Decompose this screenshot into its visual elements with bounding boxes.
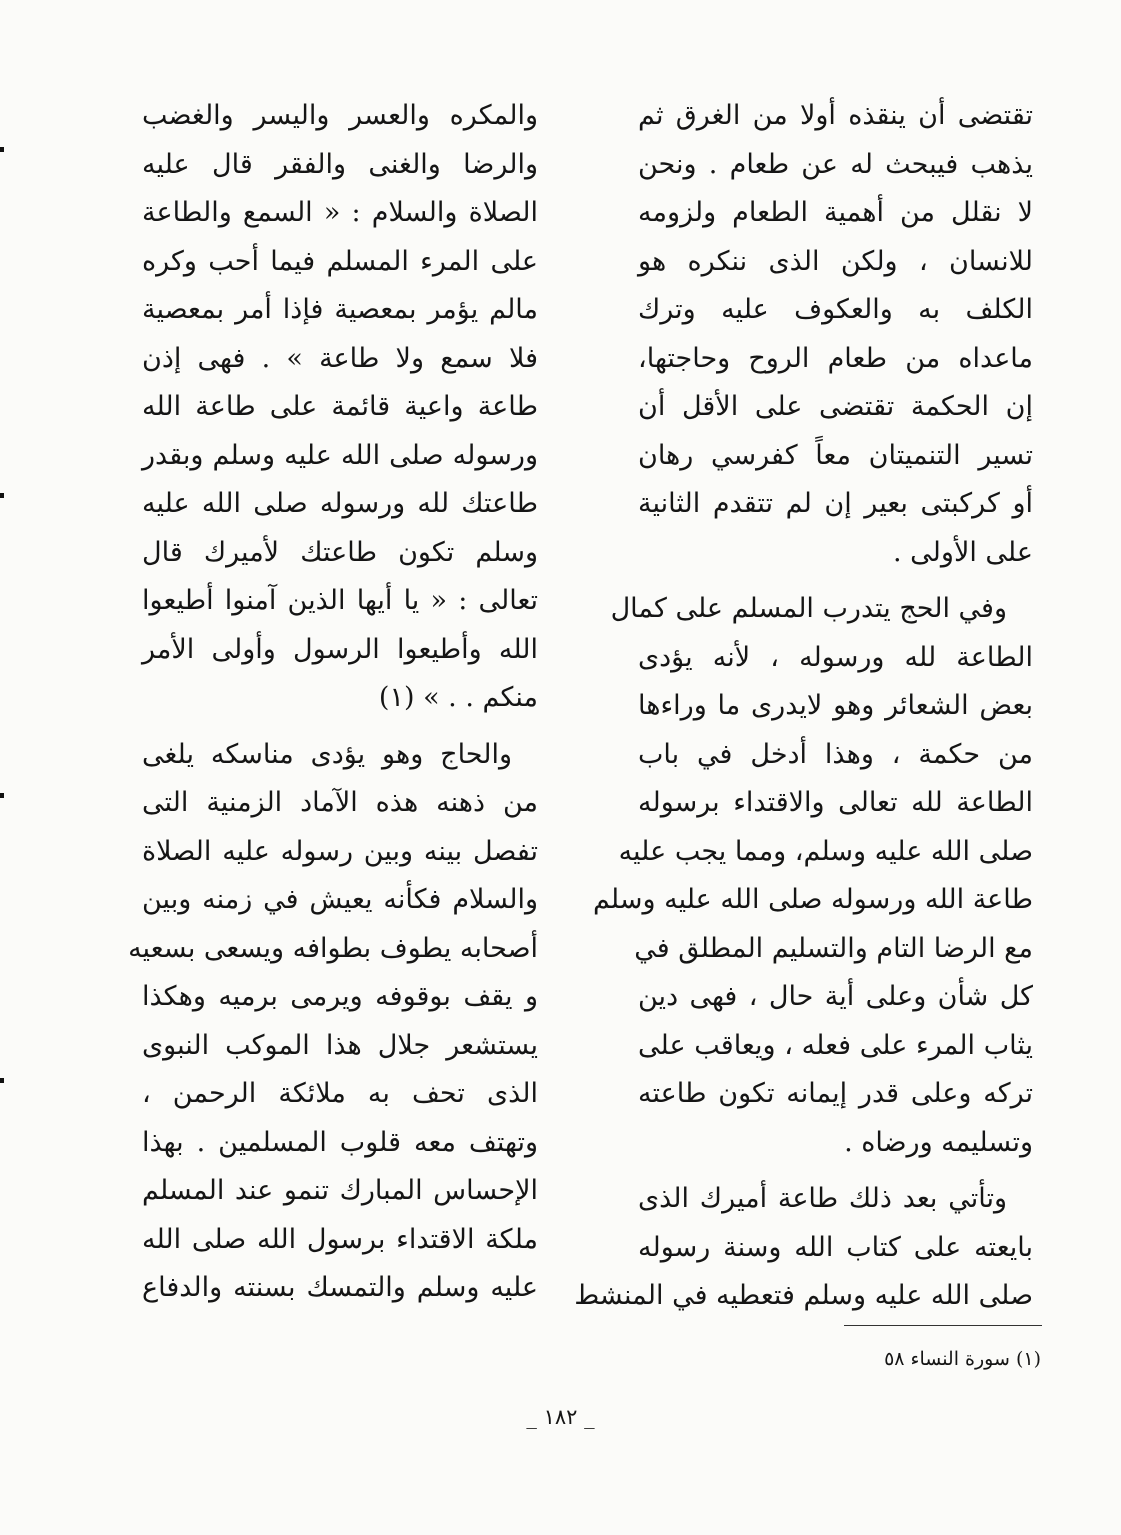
text-line: للانسان ، ولكن الذى ننكره هو	[638, 245, 1033, 277]
text-line: الإحساس المبارك تنمو عند المسلم	[142, 1175, 538, 1206]
text-line: الذى تحف به ملائكة الرحمن ،	[142, 1078, 538, 1109]
text-line: يذهب فيبحث له عن طعام . ونحن	[638, 148, 1033, 180]
text-line: إن الحكمة تقتضى على الأقل أن	[638, 391, 1033, 422]
text-line: وسلم تكون طاعتك لأميرك قال	[142, 536, 538, 568]
text-line: طاعة واعية قائمة على طاعة الله	[142, 391, 538, 422]
text-line: تعالى : « يا أيها الذين آمنوا أطيعوا	[142, 585, 538, 616]
paragraph	[592, 585, 1033, 1167]
text-line: من حكمة ، وهذا أدخل في باب	[638, 738, 1033, 770]
text-line: تسير التنميتان معاً كفرسي رهان	[638, 439, 1033, 471]
scan-mark	[0, 147, 4, 152]
text-line: صلى الله عليه وسلم، ومما يجب عليه	[618, 835, 1033, 867]
scan-mark	[0, 493, 4, 498]
paragraph	[574, 1175, 1033, 1321]
paragraph	[142, 92, 538, 723]
text-line: طاعة الله ورسوله صلى الله عليه وسلم	[592, 884, 1033, 915]
left-text-column	[128, 92, 538, 1321]
text-line: فلا سمع ولا طاعة » . فهى إذن	[142, 342, 538, 374]
right-text-column	[574, 92, 1033, 1329]
text-line: يستشعر جلال هذا الموكب النبوى	[142, 1029, 538, 1061]
text-line: و يقف بوقوفه ويرمى برميه وهكذا	[142, 981, 538, 1012]
text-line: وتأتي بعد ذلك طاعة أميرك الذى	[638, 1183, 1007, 1214]
text-line: وتهتف معه قلوب المسلمين . بهذا	[142, 1126, 538, 1158]
text-line: تفصل بينه وبين رسوله عليه الصلاة	[142, 835, 538, 867]
footnote-divider	[844, 1325, 1042, 1326]
page-number: _ ١٨٢ _	[526, 1405, 595, 1429]
text-line: والحاج وهو يؤدى مناسكه يلغى	[142, 738, 512, 770]
text-line: كل شأن وعلى أية حال ، فهى دين	[638, 981, 1033, 1012]
text-line: مع الرضا التام والتسليم المطلق في	[634, 932, 1033, 964]
text-line: يثاب المرء على فعله ، ويعاقب على	[638, 1029, 1033, 1061]
paragraph	[128, 731, 538, 1313]
text-line: والسلام فكأنه يعيش في زمنه وبين	[142, 884, 538, 915]
text-line: ملكة الاقتداء برسول الله صلى الله	[142, 1223, 538, 1255]
text-line: على الأولى .	[893, 536, 1033, 568]
scan-mark	[0, 1078, 4, 1083]
text-line: مالم يؤمر بمعصية فإذا أمر بمعصية	[142, 294, 538, 325]
paragraph	[638, 92, 1033, 577]
text-line: طاعتك لله ورسوله صلى الله عليه	[142, 488, 538, 519]
text-line: من ذهنه هذه الآماد الزمنية التى	[142, 787, 538, 818]
text-line: الله وأطيعوا الرسول وأولى الأمر	[142, 633, 538, 665]
footnote: (١) سورة النساء ٥٨	[884, 1348, 1041, 1370]
text-line: تقتضى أن ينقذه أولا من الغرق ثم	[638, 100, 1033, 131]
text-line: والرضا والغنى والفقر قال عليه	[142, 148, 538, 180]
text-line: الطاعة لله تعالى والاقتداء برسوله	[638, 787, 1033, 818]
text-line: الطاعة لله ورسوله ، لأنه يؤدى	[638, 641, 1033, 673]
text-line: عليه وسلم والتمسك بسنته والدفاع	[142, 1272, 538, 1303]
text-line: الكلف به والعكوف عليه وترك	[638, 294, 1033, 325]
text-line: لا نقلل من أهمية الطعام ولزومه	[638, 197, 1033, 228]
scan-mark	[0, 793, 4, 798]
text-line: بايعته على كتاب الله وسنة رسوله	[638, 1231, 1033, 1263]
text-line: تركه وعلى قدر إيمانه تكون طاعته	[638, 1078, 1033, 1109]
text-line: أو كركبتى بعير إن لم تتقدم الثانية	[638, 488, 1033, 519]
text-line: على المرء المسلم فيما أحب وكره	[142, 245, 538, 277]
text-line: منكم . . » (١)	[378, 682, 538, 713]
text-line: صلى الله عليه وسلم فتعطيه في المنشط	[574, 1280, 1033, 1311]
text-line: أصحابه يطوف بطوافه ويسعى بسعيه	[128, 932, 538, 964]
text-line: وتسليمه ورضاه .	[844, 1126, 1033, 1158]
text-line: الصلاة والسلام : « السمع والطاعة	[142, 197, 538, 228]
text-line: ماعداه من طعام الروح وحاجتها،	[638, 342, 1033, 374]
text-line: ورسوله صلى الله عليه وسلم وبقدر	[142, 439, 538, 471]
text-line: وفي الحج يتدرب المسلم على كمال	[610, 593, 1007, 624]
text-line: والمكره والعسر واليسر والغضب	[142, 100, 538, 131]
text-line: بعض الشعائر وهو لايدرى ما وراءها	[638, 690, 1033, 721]
